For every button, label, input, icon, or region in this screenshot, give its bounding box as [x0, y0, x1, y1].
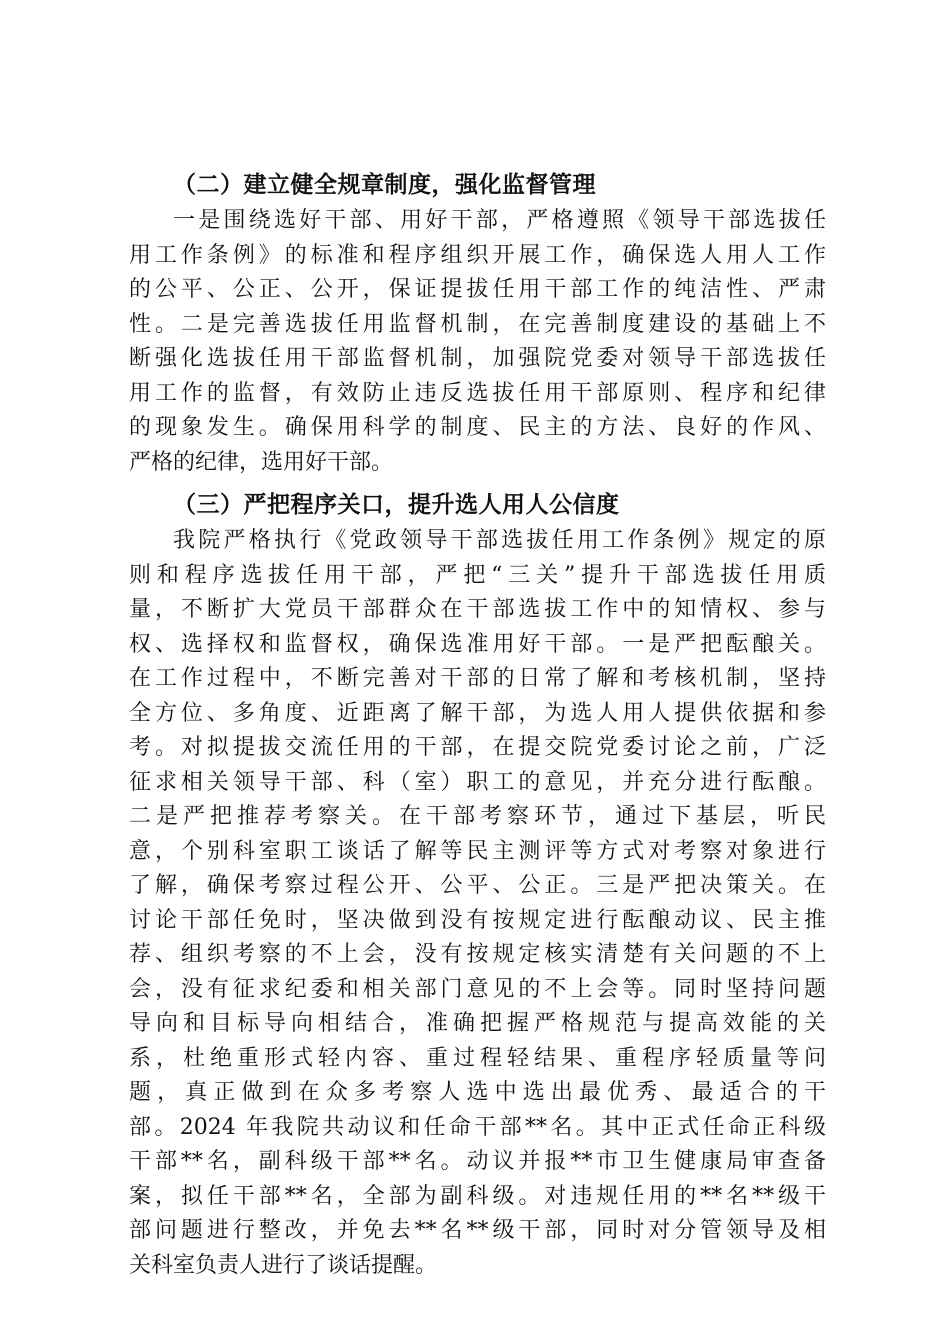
- paragraph-line: 考。对拟提拔交流任用的干部，在提交院党委讨论之前，广泛: [129, 735, 826, 760]
- paragraph-line: 了解，确保考察过程公开、公平、公正。三是严把决策关。在: [129, 873, 826, 898]
- paragraph-line: 题，真正做到在众多考察人选中选出最优秀、最适合的干: [129, 1080, 826, 1105]
- paragraph-line: 的现象发生。确保用科学的制度、民主的方法、良好的作风、: [129, 415, 826, 440]
- paragraph-line: 严格的纪律，选用好干部。: [129, 449, 394, 475]
- paragraph-line: 用工作的监督，有效防止违反选拔任用干部原则、程序和纪律: [129, 380, 826, 406]
- paragraph-line: 系，杜绝重形式轻内容、重过程轻结果、重程序轻质量等问: [129, 1045, 826, 1071]
- paragraph-line: 会，没有征求纪委和相关部门意见的不上会等。同时坚持问题: [129, 976, 826, 1002]
- paragraph-line: 则和程序选拔任用干部，严把“三关”提升干部选拔任用质: [129, 562, 826, 588]
- paragraph-line: 性。二是完善选拔任用监督机制，在完善制度建设的基础上不: [129, 311, 826, 337]
- section-2-heading: （二）建立健全规章制度，强化监督管理: [173, 172, 596, 198]
- section-3-heading: （三）严把程序关口，提升选人用人公信度: [173, 492, 620, 518]
- paragraph-line: 荐、组织考察的不上会，没有按规定核实清楚有关问题的不上: [129, 942, 826, 967]
- paragraph-line: 讨论干部任免时，坚决做到没有按规定进行酝酿动议、民主推: [129, 907, 826, 933]
- paragraph-line: 干部**名，副科级干部**名。动议并报**市卫生健康局审查备: [129, 1149, 826, 1174]
- paragraph-line: 关科室负责人进行了谈话提醒。: [129, 1252, 438, 1278]
- paragraph-line: 在工作过程中，不断完善对干部的日常了解和考核机制，坚持: [129, 666, 826, 691]
- paragraph-line: 导向和目标导向相结合，准确把握严格规范与提高效能的关: [129, 1011, 826, 1036]
- paragraph-line: 我院严格执行《党政领导干部选拔任用工作条例》规定的原: [173, 528, 826, 553]
- paragraph-line: 征求相关领导干部、科（室）职工的意见，并充分进行酝酿。: [129, 769, 826, 795]
- paragraph-line: 断强化选拔任用干部监督机制，加强院党委对领导干部选拔任: [129, 346, 826, 371]
- paragraph-line: 一是围绕选好干部、用好干部，严格遵照《领导干部选拔任: [173, 208, 826, 233]
- paragraph-line: 部。2024 年我院共动议和任命干部**名。其中正式任命正科级: [129, 1114, 826, 1140]
- paragraph-line: 意，个别科室职工谈话了解等民主测评等方式对考察对象进行: [129, 838, 826, 864]
- paragraph-line: 全方位、多角度、近距离了解干部，为选人用人提供依据和参: [129, 700, 826, 726]
- section-3-paragraph: [129, 524, 826, 1283]
- paragraph-line: 量，不断扩大党员干部群众在干部选拔工作中的知情权、参与: [129, 597, 826, 622]
- paragraph-line: 部问题进行整改，并免去**名**级干部，同时对分管领导及相: [129, 1218, 826, 1243]
- paragraph-line: 二是严把推荐考察关。在干部考察环节，通过下基层，听民: [129, 804, 826, 829]
- paragraph-line: 案，拟任干部**名，全部为副科级。对违规任用的**名**级干: [129, 1183, 826, 1209]
- document-body: [129, 166, 826, 1283]
- paragraph-line: 用工作条例》的标准和程序组织开展工作，确保选人用人工作: [129, 242, 826, 268]
- paragraph-line: 的公平、公正、公开，保证提拔任用干部工作的纯洁性、严肃: [129, 277, 826, 302]
- paragraph-line: 权、选择权和监督权，确保选准用好干部。一是严把酝酿关。: [129, 631, 826, 657]
- section-2-paragraph: [129, 204, 826, 480]
